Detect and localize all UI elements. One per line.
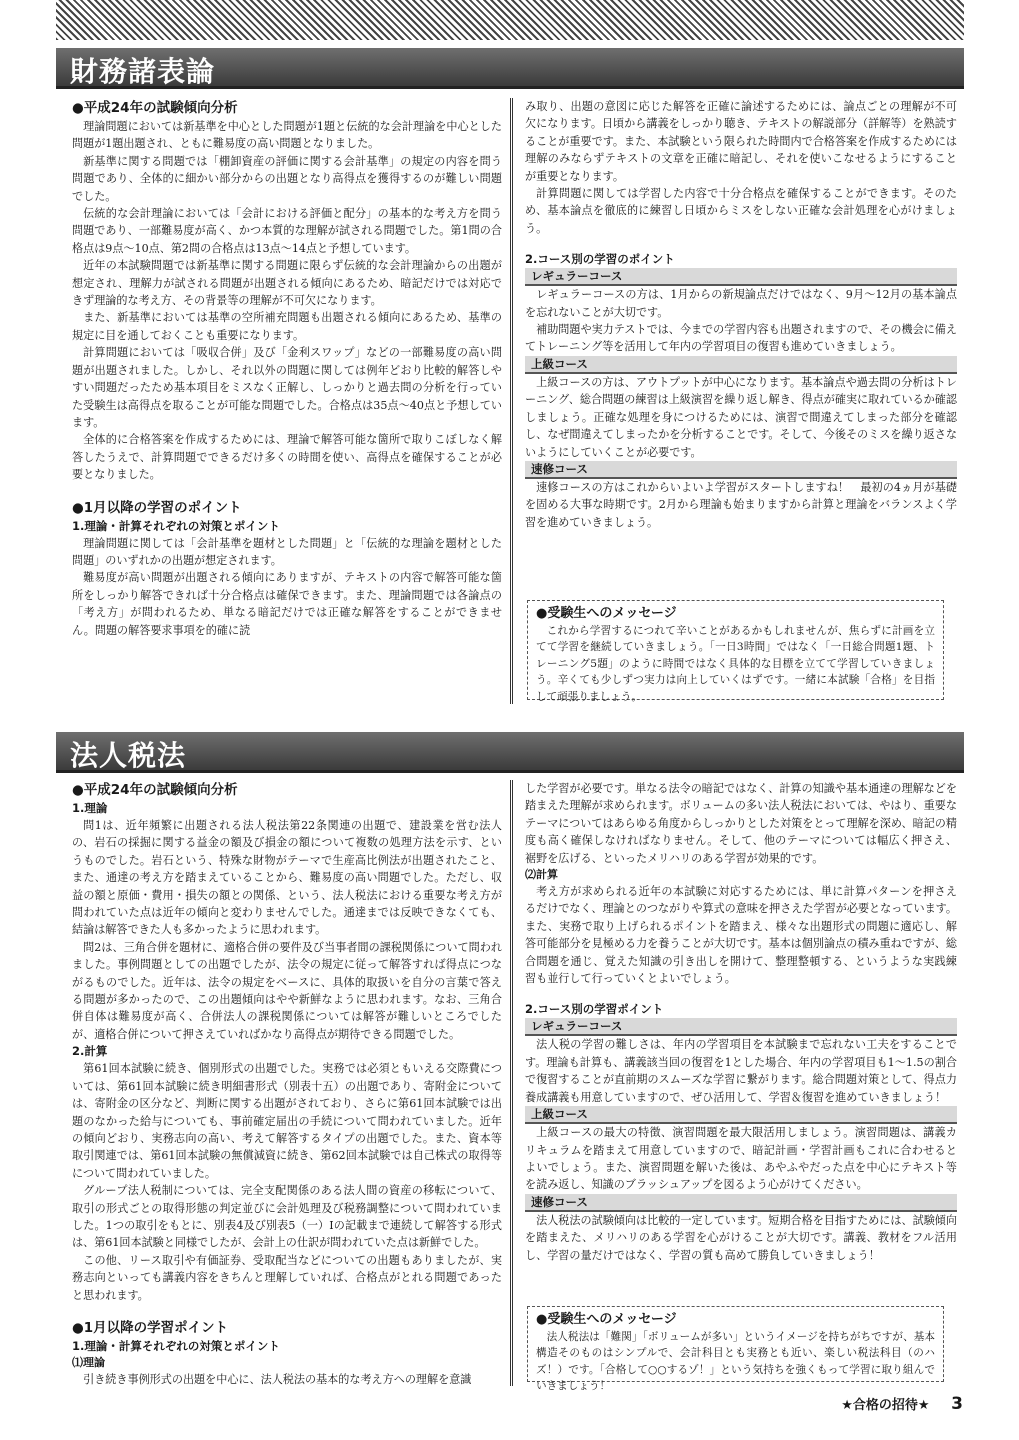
section-heading: ●1月以降の学習ポイント xyxy=(72,1319,229,1336)
subsection-heading: 2.コース別の学習のポイント xyxy=(525,252,675,267)
footer-title: ★合格の招待★ xyxy=(841,1398,930,1413)
hojin-message-body: 法人税法は「難関」「ボリュームが多い」というイメージを持ちがちですが、基本構造そのものはシンプルで、会計科目とも実務とも近い、楽しい税法科目（のハズ！）です。「合格して○○するゾ！」という気持ちを強くもって学習に取り組んでいきましょう！ xyxy=(536,1331,935,1393)
paragraph: 全体的に合格答案を作成するためには、理論で解答可能な箇所で取りこぼしなく解答したうえで、計算問題でできるだけ多くの時間を使い、高得点を確保することが必要となりました。 xyxy=(72,433,502,482)
paragraph: 考え方が求められる近年の本試験に対応するためには、単に計算パターンを押さえるだけでなく、理論とのつながりや算式の意味を押さえた学習が必要となっています。また、実務で取り上げられるポイントを踏まえ、様々な出題形式の問題に適応し、解答可能部分を見極める力を養うことが大切です。基本は個別論点の積み重ねですが、総合問題を通じ、覚えた知識の引き出しを開けて、整理整頓する、というような実践練習も並行して行っていくとよいでしょう。 xyxy=(525,885,957,986)
paragraph: 法人税法の試験傾向は比較的一定しています。短期合格を目指すためには、試験傾向を踏まえた、メリハリのある学習を心がけることが大切です。講義、教材をフル活用し、学習の量だけではなく、学習の質も高めて勝負していきましょう！ xyxy=(525,1213,957,1262)
paragraph: 第61回本試験に続き、個別形式の出題でした。実務では必須ともいえる交際費については、第61回本試験に続き明細書形式（別表十五）の出題であり、寄附金については、寄附金の区分など、判断に関する出題がされており、さらに第61回本試験では出題のなかった給与についても、事前確定届出の手続について問われていました。近年の傾向どおり、実務志向の高い、考えて解答するタイプの出題でした。また、資本等取引関連では、第61回本試験の無償減資に続き、第62回本試験では自己株式の取得等について問われていました。 xyxy=(72,1062,502,1180)
section-heading: ●1月以降の学習のポイント xyxy=(72,499,242,516)
subsection-heading: 1.理論・計算それぞれの対策とポイント xyxy=(72,518,280,533)
section-header-zaimu xyxy=(56,48,964,89)
paragraph: 計算問題に関しては学習した内容で十分合格点を確保することができます。そのため、基本論点を徹底的に練習し日頃からミスをしない正確な会計処理を心がけましょう。 xyxy=(525,187,957,235)
subsection-heading: 1.理論 xyxy=(72,801,108,815)
subsection-heading: 2.計算 xyxy=(72,1044,108,1059)
paragraph: した学習が必要です。単なる法令の暗記ではなく、計算の知識や基本通達の理解などを踏まえた理解が求められます。ボリュームの多い法人税法においては、やはり、重要なテーマについてはあらゆる角度からしっかりとした対策をとって理解を深め、暗記の精度も高く確保しなければなりません。そして、他のテーマについては幅広く押さえ、裾野を広げる、といったメリハリのある学習が効果的です。 xyxy=(525,782,957,865)
paragraph: 補助問題や実力テストでは、今までの学習内容も出題されますので、その機会に備えてトレーニング等を活用して年内の学習項目の復習も進めていきましょう。 xyxy=(525,323,957,354)
section-title-zaimu: 財務諸表論 xyxy=(70,55,216,88)
paragraph: 伝統的な会計理論においては「会計における評価と配分」の基本的な考え方を問う問題であり、一部難易度が高く、かつ本質的な理解が試される問題でした。第1問の合格点は9点～10点、第2問の合格点は13点～14点と予想しています。 xyxy=(72,207,502,255)
paragraph: 計算問題においては「吸収合併」及び「金利スワップ」などの一部難易度の高い問題が出題されました。しかし、それ以外の問題に関しては例年どおり比較的解答しやすい問題だったため基本項目をミスなく正解し、しっかりと過去問の分析を行っていた受験生は高得点を取ることが可能な問題でした。合格点は35点～40点と予想しています。 xyxy=(72,346,502,429)
paragraph: また、新基準においては基準の空所補充問題も出題される傾向にあるため、基準の規定に目を通しておくことも重要になります。 xyxy=(72,311,502,342)
paragraph: 理論問題に関しては「会計基準を題材とした問題」と「伝統的な理論を題材とした問題」のいずれかの出題が想定されます。 xyxy=(72,536,502,567)
course-label-bar: レギュラーコース xyxy=(525,268,957,286)
paragraph: 速修コースの方はこれからいよいよ学習がスタートしますね！ 最初の4ヵ月が基礎を固める大事な時期です。2月から理論も始まりますから計算と理論をバランスよく学習を進めていきましょう。 xyxy=(525,480,957,529)
paragraph: グループ法人税制については、完全支配関係のある法人間の資産の移転について、取引の形式ごとの取得形態の判定並びに会計処理及び税務調整について問われていました。1つの取引をもとに、別表4及び別表5（一）Ⅰの記載まで連続して解答する形式は、第61回本試験と同様でしたが、会計上の仕訳が問われていた点は新鮮でした。 xyxy=(72,1184,502,1250)
course-label-bar: 上級コース xyxy=(525,1106,957,1124)
section-heading: ●平成24年の試験傾向分析 xyxy=(72,100,238,116)
section-header-hojin xyxy=(56,732,964,773)
hojin-message-box xyxy=(527,1306,944,1393)
paragraph: 問1は、近年頻繁に出題される法人税法第22条関連の出題で、建設業を営む法人の、岩石の採掘に関する益金の額及び損金の額について複数の処理方法を示す、というものでした。岩石という、特殊な財物がテーマで生産高比例法が出題されたこと、また、通達の考え方を踏まえていることから、難易度の高い問題でした。ただし、収益の額と原価・費用・損失の額との関係、という、法人税法における重要な考え方が問われていた点は近年の傾向と変わりませんでした。通達までは反映できなくても、結論は解答できた人も多かったように思われます。 xyxy=(72,819,502,937)
hojin-right-column xyxy=(512,780,957,1386)
section-heading: ●平成24年の試験傾向分析 xyxy=(72,782,238,798)
paragraph: 問2は、三角合併を題材に、適格合併の要件及び当事者間の課税関係について問われました。事例問題としての出題でしたが、法令の規定に従って解答すれば得点につながるものでした。近年は、法令の規定をベースに、具体的取扱いを自分の言葉で答える問題が多かったので、この出題傾向はやや新鮮なように思われます。なお、三角合併自体は難易度が高く、合併法人の課税関係については解答が難しいところでしたが、適格合併について押さえていればかなり高得点が期待できる問題でした。 xyxy=(72,940,502,1041)
paragraph: 近年の本試験問題では新基準に関する問題に限らず伝統的な会計理論からの出題が想定され、理解力が試される問題が出題される傾向にあるため、暗記だけでは対応できず理論的な考え方、その背景等の理解が不可欠になります。 xyxy=(72,259,502,308)
page-footer xyxy=(841,1394,963,1414)
subsection-heading: 2.コース別の学習ポイント xyxy=(525,1002,664,1017)
zaimu-message-title: ●受験生へのメッセージ xyxy=(536,606,677,621)
page-number: 3 xyxy=(951,1394,963,1414)
paragraph: 引き続き事例形式の出題を中心に、法人税法の基本的な考え方への理解を意識 xyxy=(83,1372,472,1386)
course-label-bar: 速修コース xyxy=(525,461,957,479)
zaimu-message-box xyxy=(527,600,944,703)
hojin-left-column xyxy=(72,780,511,1386)
hojin-message-title: ●受験生へのメッセージ xyxy=(536,1312,677,1327)
course-label-bar: 上級コース xyxy=(525,356,957,374)
paragraph: 新基準に関する問題では「棚卸資産の評価に関する会計基準」の規定の内容を問う問題であり、全体的に細かい部分からの出題となり高得点を獲得するのが難しい問題でした。 xyxy=(72,154,502,203)
item-heading: ⑴理論 xyxy=(72,1355,105,1369)
paragraph: 難易度が高い問題が出題される傾向にありますが、テキストの内容で解答可能な箇所をしっかり解答できれば十分合格点は確保できます。また、理論問題では各論点の「考え方」が問われるため、単なる暗記だけでは正確な解答をすることができません。問題の解答要求事項を的確に読 xyxy=(72,571,502,637)
paragraph: 上級コースの最大の特徴、演習問題を最大限活用しましょう。演習問題は、講義カリキュラムを踏まえて用意していますので、暗記計画・学習計画もこれに合わせるとよいでしょう。また、演習問題を解いた後は、あやふやだった点を中心にテキスト等を読み返し、知識のブラッシュアップを図るよう心がけてください。 xyxy=(525,1126,957,1192)
paragraph: 法人税の学習の難しさは、年内の学習項目を本試験まで忘れない工夫をすることです。理論も計算も、講義該当回の復習を1とした場合、年内の学習項目も1～1.5の割合で復習することが直前期のスムーズな学習に繋がります。総合問題対策として、得点力養成講義も用意していますので、ぜひ活用して、学習＆復習を進めていきましょう！ xyxy=(525,1038,957,1104)
item-heading: ⑵計算 xyxy=(525,868,558,882)
paragraph: 上級コースの方は、アウトプットが中心になります。基本論点や過去問の分析はトレーニング、総合問題の練習は上級演習を繰り返し解き、得点が確実に取れているか確認しましょう。正確な処理を身につけるためには、演習で間違えてしまった部分を確認し、なぜ間違えてしまったかを分析することです。そして、今後そのミスを繰り返さないようにしていくことが必要です。 xyxy=(525,375,957,459)
section-title-hojin: 法人税法 xyxy=(70,739,187,772)
paragraph: レギュラーコースの方は、1月からの新規論点だけではなく、9月～12月の基本論点を忘れないことが大切です。 xyxy=(525,288,957,319)
course-label-bar: 速修コース xyxy=(525,1194,957,1212)
paragraph: 理論問題においては新基準を中心とした問題が1題と伝統的な会計理論を中心とした問題が1題出題され、ともに難易度の高い問題となりました。 xyxy=(72,120,502,151)
zaimu-left-column xyxy=(72,98,511,704)
subsection-heading: 1.理論・計算それぞれの対策とポイント xyxy=(72,1338,280,1353)
top-stripe-decoration xyxy=(56,0,964,40)
paragraph: この他、リース取引や有価証券、受取配当などについての出題もありましたが、実務志向といっても講義内容をきちんと理解していれば、合格点がとれる問題であったと思われます。 xyxy=(72,1253,502,1302)
paragraph: み取り、出題の意図に応じた解答を正確に論述するためには、論点ごとの理解が不可欠になります。日頃から講義をしっかり聴き、テキストの解説部分（詳解等）を熟読することが重要です。また、本試験という限られた時間内で合格答案を作成するためには理解のみならずテキストの文章を正確に暗記し、それを使いこなせるようにすることが重要となります。 xyxy=(525,100,957,183)
course-label-bar: レギュラーコース xyxy=(525,1018,957,1036)
zaimu-message-body: これから学習するにつれて辛いことがあるかもしれませんが、焦らずに計画を立てて学習を継続していきましょう。「一日3時間」ではなく「一日総合問題1題、トレーニング5題」のように時間ではなく具体的な目標を立てて学習していきましょう。辛くても少しずつ実力は向上していくはずです。一緒に本試験「合格」を目指して頑張りましょう。 xyxy=(536,625,935,703)
